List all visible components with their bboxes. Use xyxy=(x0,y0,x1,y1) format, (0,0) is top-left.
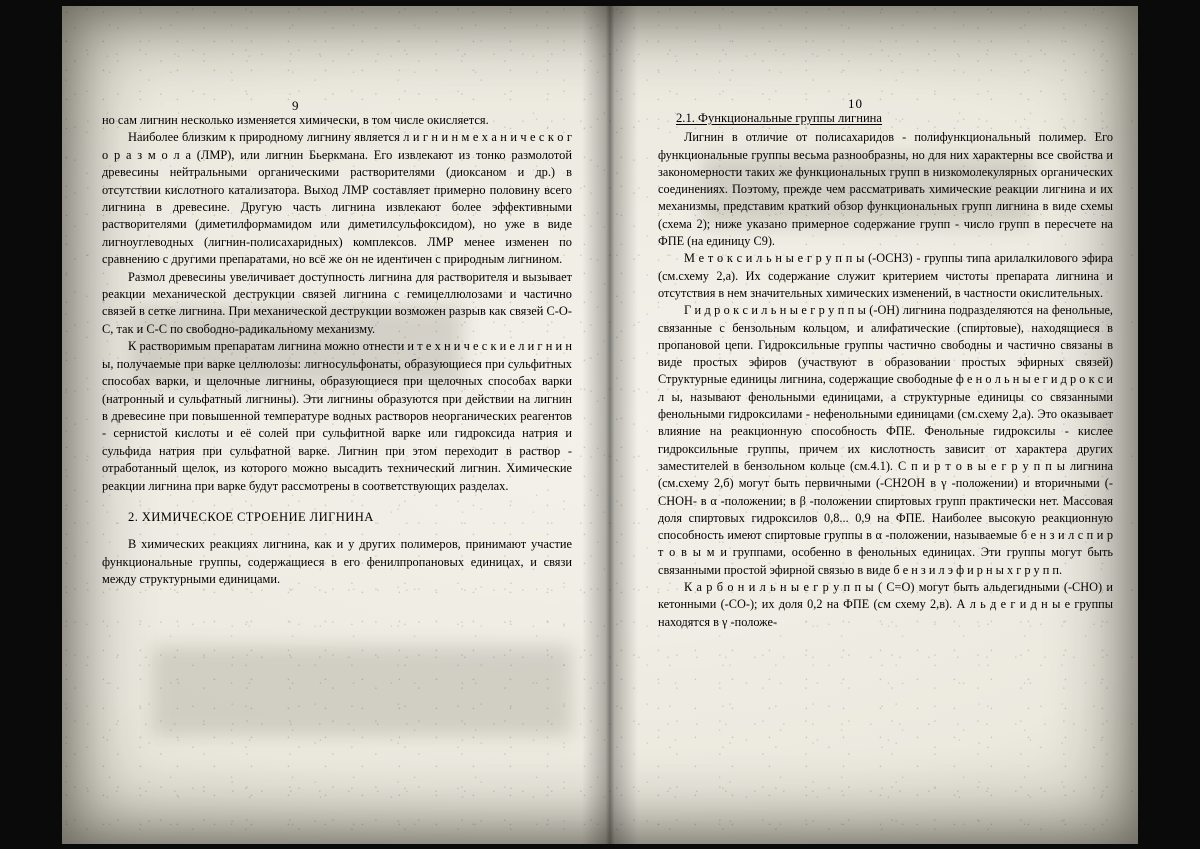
subsection-heading: 2.1. Функциональные группы лигнина xyxy=(676,111,883,125)
paragraph: К растворимым препаратам лигнина можно отнести и т е х н и ч е с к и е л и г н и н ы, получаемые при варке целлюлозы: лигносульфонаты, образующиеся при сульфитных способах варки, и щелочные лигнины, образующиеся при щелочных способах варки (натронный и сульфатный лигнины). Эти лигнины образуются при действии на лигнин в древесине при повышенной температуре водных растворов неорганических реагентов - сернистой кислоты и её солей при сульфитной варке или гидроксида натрия и сульфида натрия при сульфатной варке. Лигнин при этом переходит в раствор - отработанный щелок, из которого можно высадить технический лигнин. Химические реакции лигнина при варке будут рассмотрены в соответствующих разделах. xyxy=(102,339,572,493)
paragraph: Лигнин в отличие от полисахаридов - полифункциональный полимер. Его функциональные группы весьма разнообразны, но для них характерны все свойства и закономерности таких же функциональных групп в низкомолекулярных органических соединениях. Поэтому, прежде чем рассматривать химические реакции лигнина и их механизмы, представим краткий обзор функциональных групп лигнина в виде схемы (схема 2); ниже указано примерное содержание групп - число групп в пересчете на ФПЕ (на единицу С9). xyxy=(658,130,1113,249)
paragraph: К а р б о н и л ь н ы е г р у п п ы ( С=О) могут быть альдегидными (-СНО) и кетонными (-СО-); их доля 0,2 на ФПЕ (см схему 2,в). А л ь д е г и д н ы е группы находятся в γ -положе- xyxy=(658,580,1113,629)
paragraph: М е т о к с и л ь н ы е г р у п п ы (-ОСН3) - группы типа арилалкилового эфира (см.схему 2,а). Их содержание служит критерием чистоты препарата лигнина и отсутствия в нем значительных химических изменений, в частности окислительных. xyxy=(658,251,1113,300)
paragraph: В химических реакциях лигнина, как и у других полимеров, принимают участие функциональные группы, содержащиеся в его фенилпропановых единицах, и связи между структурными единицами. xyxy=(102,537,572,587)
page-number-left: 9 xyxy=(292,98,300,113)
book-gutter xyxy=(582,6,638,844)
page-number-right: 10 xyxy=(848,96,863,111)
left-page-body xyxy=(102,112,572,589)
paragraph: Наиболее близким к природному лигнину является л и г н и н м е х а н и ч е с к о г о р а з м о л а (ЛМР), или лигнин Бьеркмана. Его извлекают из тонко размолотой древесины нейтральными органическими растворителями (диоксаном и др.) в отсутствии кислотного катализатора. Выход ЛМР составляет примерно половину всего лигнина в древесине. Другую часть лигнина извлекают более эффективными растворителями (диметилформамидом или диметилсульфоксидом), но уже в виде лигноуглеводных (лигнин-полисахаридных) комплексов. ЛМР менее изменен по сравнению с другими препаратами, но всё же он не идентичен с природным лигнином. xyxy=(102,130,572,267)
paragraph: Размол древесины увеличивает доступность лигнина для растворителя и вызывает реакции механической деструкции связей лигнина с гемицеллюлозами и частично связей в сетке лигнина. При механической деструкции возможен разрыв как связей С-О-С, так и С-С по свободно-радикальному механизму. xyxy=(102,269,572,336)
book-spread-scan xyxy=(62,6,1138,844)
left-page xyxy=(102,6,572,844)
section-heading: 2. ХИМИЧЕСКОЕ СТРОЕНИЕ ЛИГНИНА xyxy=(128,509,374,524)
right-page xyxy=(658,6,1113,844)
paragraph: Г и д р о к с и л ь н ы е г р у п п ы (-ОН) лигнина подразделяются на фенольные, связанные с бензольным кольцом, и алифатические (спиртовые), находящиеся в пропановой цепи. Гидроксильные группы частично свободны и частично связаны в виде простых эфиров (участвуют в образовании простых эфирных связей) Структурные единицы лигнина, содержащие свободные ф е н о л ь н ы е г и д р о к с и л ы, называют фенольными единицами, а структурные единицы со связанными фенольными гидроксилами - нефенольными единицами (см.схему 2,а). Это оказывает влияние на реакционную способность ФПЕ. Фенольные гидроксилы - кислее гидроксильные группы, причем их кислотность зависит от характера других заместителей в бензольном кольце (см.4.1). С п и р т о в ы е г р у п п ы лигнина (см.схему 2,б) могут быть первичными (-СН2ОН в γ -положении) и вторичными (-СНОН- в α -положении; в β -положении спиртовых групп практически нет. Массовая доля спиртовых гидроксилов 0,8... 0,9 на ФПЕ. Наиболее высокую реакционную способность имеют спиртовые группы в α -положении, называемые б е н з и л с п и р т о в ы м и группами, особенно в фенольных единицах. Эти группы могут быть связанными простой эфирной связью в виде б е н з и л э ф и р н ы х г р у п п. xyxy=(658,303,1113,577)
right-page-body xyxy=(658,110,1113,631)
paragraph: но сам лигнин несколько изменяется химически, в том числе окисляется. xyxy=(102,113,489,127)
